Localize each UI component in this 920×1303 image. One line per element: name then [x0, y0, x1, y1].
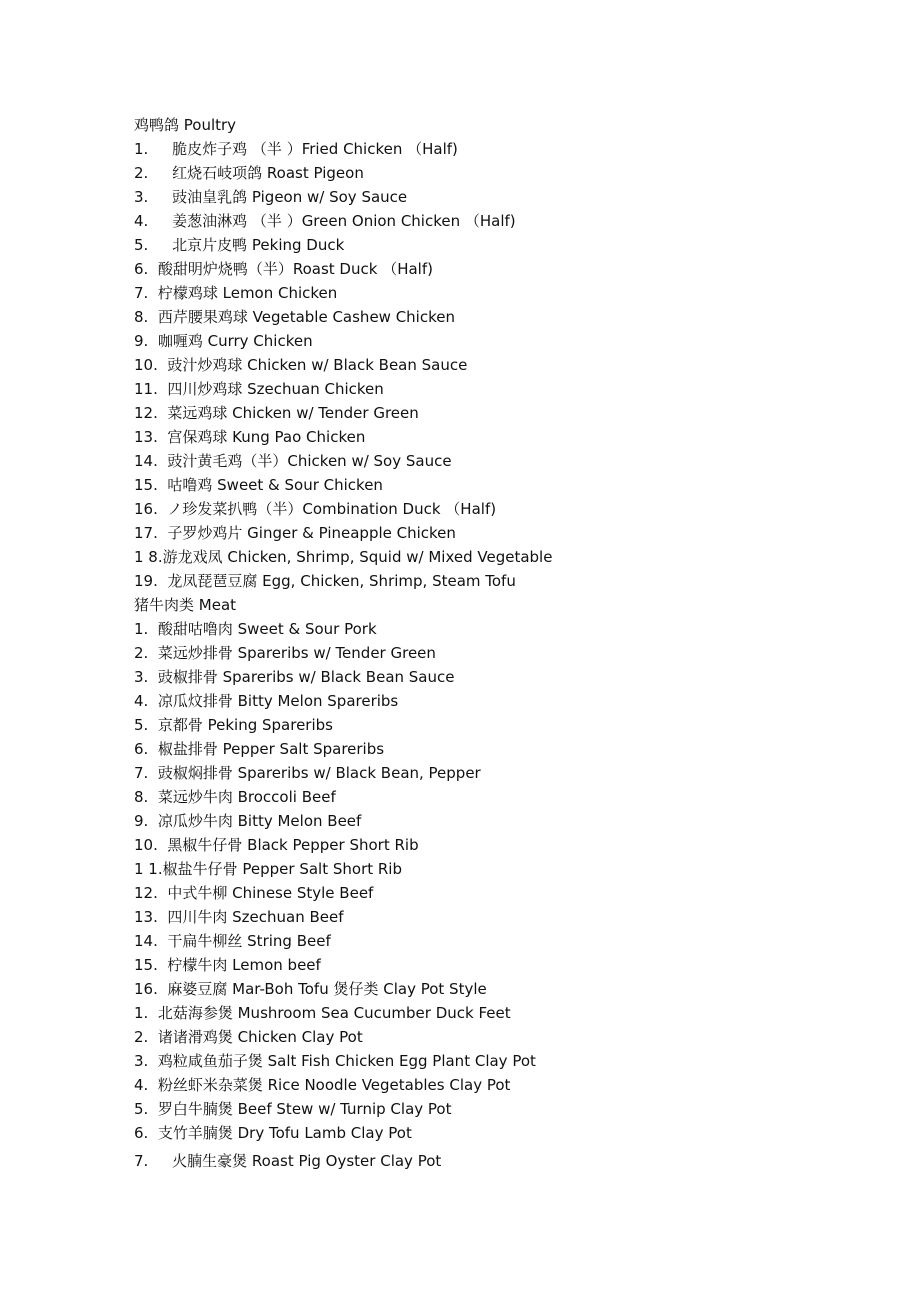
- menu-item: 17. 子罗炒鸡片 Ginger & Pineapple Chicken: [134, 524, 456, 542]
- menu-item: 5. 罗白牛腩煲 Beef Stew w/ Turnip Clay Pot: [134, 1100, 452, 1118]
- menu-item: 1 8.游龙戏凤 Chicken, Shrimp, Squid w/ Mixed Vegetable: [134, 548, 553, 566]
- section-heading-meat: 猪牛肉类 Meat: [134, 596, 237, 614]
- menu-item: 7. 柠檬鸡球 Lemon Chicken: [134, 284, 338, 302]
- menu-item: 14. 干扁牛柳丝 String Beef: [134, 932, 331, 950]
- menu-item: 2. 红烧石岐项鸽 Roast Pigeon: [134, 164, 364, 182]
- menu-item: 5. 京都骨 Peking Spareribs: [134, 716, 333, 734]
- menu-item: 14. 豉汁黄毛鸡（半）Chicken w/ Soy Sauce: [134, 452, 452, 470]
- menu-item: 4. 凉瓜炆排骨 Bitty Melon Spareribs: [134, 692, 399, 710]
- menu-item: 3. 鸡粒咸鱼茄子煲 Salt Fish Chicken Egg Plant Clay Pot: [134, 1052, 536, 1070]
- menu-item: 15. 柠檬牛肉 Lemon beef: [134, 956, 321, 974]
- poultry-list: [134, 137, 894, 593]
- menu-item: 4. 粉丝虾米杂菜煲 Rice Noodle Vegetables Clay Pot: [134, 1076, 511, 1094]
- menu-item: 6. 酸甜明炉烧鸭（半）Roast Duck （Half): [134, 260, 433, 278]
- menu-item: 3. 豉油皇乳鸽 Pigeon w/ Soy Sauce: [134, 188, 408, 206]
- menu-item: 6. 支竹羊腩煲 Dry Tofu Lamb Clay Pot: [134, 1124, 412, 1142]
- menu-item: 1. 脆皮炸子鸡 （半 ）Fried Chicken （Half): [134, 140, 458, 158]
- menu-item: 8. 菜远炒牛肉 Broccoli Beef: [134, 788, 336, 806]
- menu-item: 12. 菜远鸡球 Chicken w/ Tender Green: [134, 404, 419, 422]
- menu-item: 13. 四川牛肉 Szechuan Beef: [134, 908, 344, 926]
- menu-item: 5. 北京片皮鸭 Peking Duck: [134, 236, 345, 254]
- menu-item: 16. ノ珍发菜扒鸭（半）Combination Duck （Half): [134, 500, 497, 518]
- menu-item: 16. 麻婆豆腐 Mar-Boh Tofu 煲仔类 Clay Pot Style: [134, 980, 487, 998]
- menu-item: 7. 豉椒焖排骨 Spareribs w/ Black Bean, Pepper: [134, 764, 481, 782]
- menu-item: 1. 酸甜咕噜肉 Sweet & Sour Pork: [134, 620, 377, 638]
- menu-item: 9. 咖喱鸡 Curry Chicken: [134, 332, 313, 350]
- menu-item: 10. 豉汁炒鸡球 Chicken w/ Black Bean Sauce: [134, 356, 468, 374]
- menu-item: 9. 凉瓜炒牛肉 Bitty Melon Beef: [134, 812, 362, 830]
- menu-item: 2. 菜远炒排骨 Spareribs w/ Tender Green: [134, 644, 436, 662]
- meat-list: [134, 617, 894, 1001]
- menu-item: 8. 西芹腰果鸡球 Vegetable Cashew Chicken: [134, 308, 455, 326]
- menu-item: 10. 黑椒牛仔骨 Black Pepper Short Rib: [134, 836, 419, 854]
- menu-item: 11. 四川炒鸡球 Szechuan Chicken: [134, 380, 384, 398]
- menu-item: 4. 姜葱油淋鸡 （半 ）Green Onion Chicken （Half): [134, 212, 516, 230]
- menu-item: 2. 诸诸滑鸡煲 Chicken Clay Pot: [134, 1028, 363, 1046]
- section-heading-poultry: 鸡鸭鸽 Poultry: [134, 116, 237, 134]
- menu-item: 13. 宫保鸡球 Kung Pao Chicken: [134, 428, 366, 446]
- menu-item: 19. 龙凤琵琶豆腐 Egg, Chicken, Shrimp, Steam Tofu: [134, 572, 516, 590]
- menu-item: 1. 北菇海参煲 Mushroom Sea Cucumber Duck Feet: [134, 1004, 511, 1022]
- menu-item: 12. 中式牛柳 Chinese Style Beef: [134, 884, 374, 902]
- claypot-list: [134, 1001, 894, 1173]
- menu-item: 3. 豉椒排骨 Spareribs w/ Black Bean Sauce: [134, 668, 455, 686]
- menu-page: [134, 113, 894, 1173]
- menu-item: 15. 咕噜鸡 Sweet & Sour Chicken: [134, 476, 383, 494]
- menu-item: 7. 火腩生豪煲 Roast Pig Oyster Clay Pot: [134, 1152, 442, 1170]
- menu-item: 1 1.椒盐牛仔骨 Pepper Salt Short Rib: [134, 860, 403, 878]
- menu-item: 6. 椒盐排骨 Pepper Salt Spareribs: [134, 740, 385, 758]
